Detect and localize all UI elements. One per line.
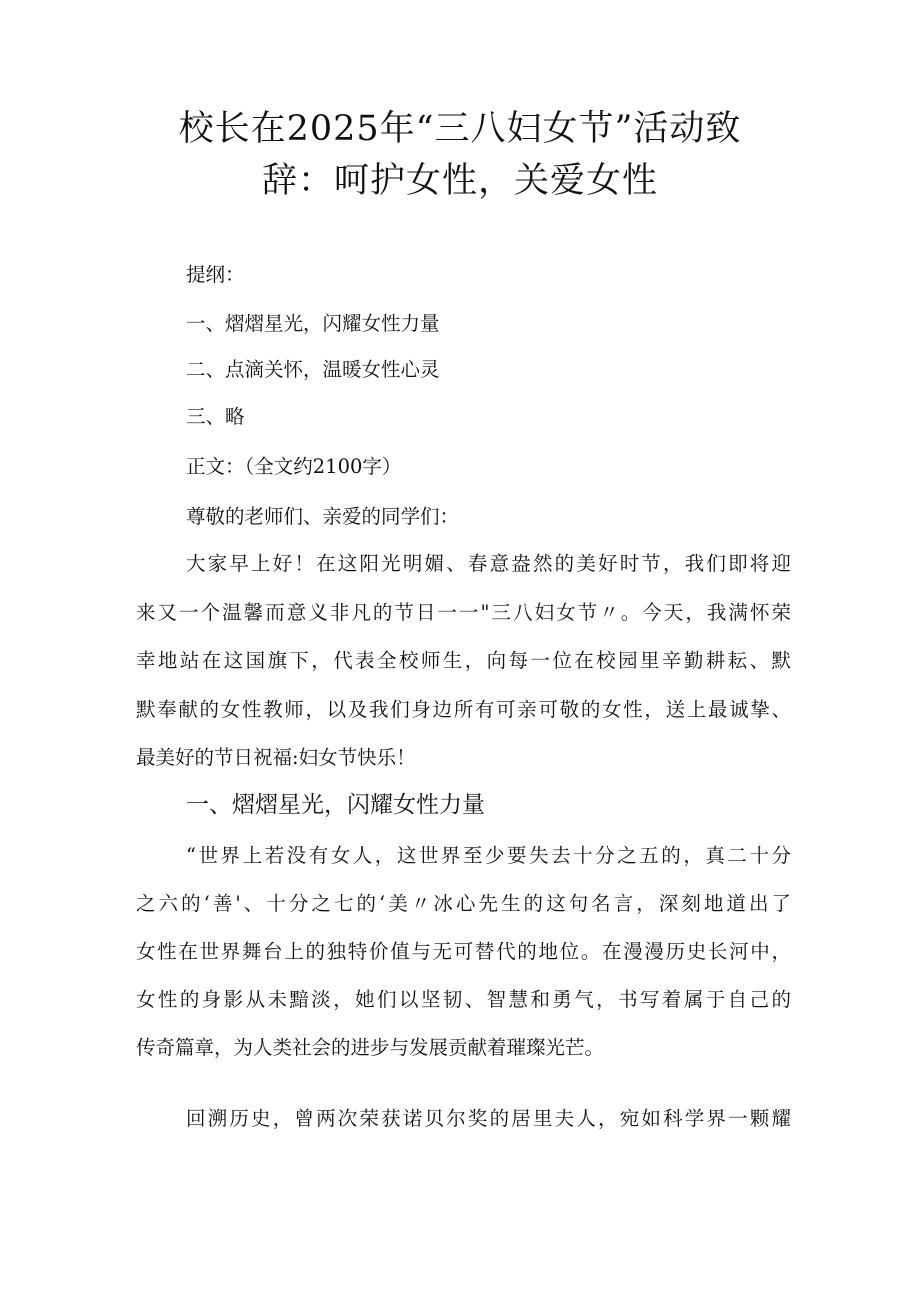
para1-line-3: 幸地站在这国旗下，代表全校师生，向每一位在校园里辛勤耕耘、默 [136, 649, 791, 672]
para1-line-4: 默奉献的女性教师，以及我们身边所有可亲可敬的女性，送上最诚挚、 [136, 698, 791, 721]
para1-line-1: 大家早上好！在这阳光明媚、春意盎然的美好时节，我们即将迎 [186, 552, 791, 575]
outline-label: 提纲： [186, 263, 245, 286]
outline-item-1: 一、熠熠星光，闪耀女性力量 [186, 312, 440, 335]
outline-item-3: 三、略 [186, 405, 245, 428]
section-heading-1: 一、熠熠星光，闪耀女性力量 [186, 792, 485, 818]
title-line-1: 校长在2025年“三八妇女节”活动致 [178, 109, 742, 149]
para2-line-3: 女性在世界舞台上的独特价值与无可替代的地位。在漫漫历史长河中， [136, 940, 791, 963]
para1-line-2: 来又一个温馨而意义非凡的节日一一"三八妇女节〃。今天，我满怀荣 [136, 601, 791, 624]
para3-line-1: 回溯历史，曾两次荣获诺贝尔奖的居里夫人，宛如科学界一颗耀 [186, 1107, 791, 1130]
para2-line-4: 女性的身影从未黯淡，她们以坚韧、智慧和勇气，书写着属于自己的 [136, 988, 791, 1011]
para2-line-5: 传奇篇章，为人类社会的进步与发展贡献着璀璨光芒。 [136, 1036, 605, 1059]
para2-line-2: 之六的‘善'、十分之七的‘美〃冰心先生的这句名言，深刻地道出了 [136, 892, 791, 915]
body-note: 正文：（全文约2100字） [186, 455, 402, 478]
title-line-2: 辞：呵护女性，关爱女性 [261, 161, 658, 201]
para2-line-1: “世界上若没有女人，这世界至少要失去十分之五的，真二十分 [186, 844, 791, 867]
outline-item-2: 二、点滴关怀，温暖女性心灵 [186, 358, 440, 381]
para1-line-5: 最美好的节日祝福:妇女节快乐！ [136, 746, 416, 769]
salutation: 尊敬的老师们、亲爱的同学们： [186, 505, 460, 528]
